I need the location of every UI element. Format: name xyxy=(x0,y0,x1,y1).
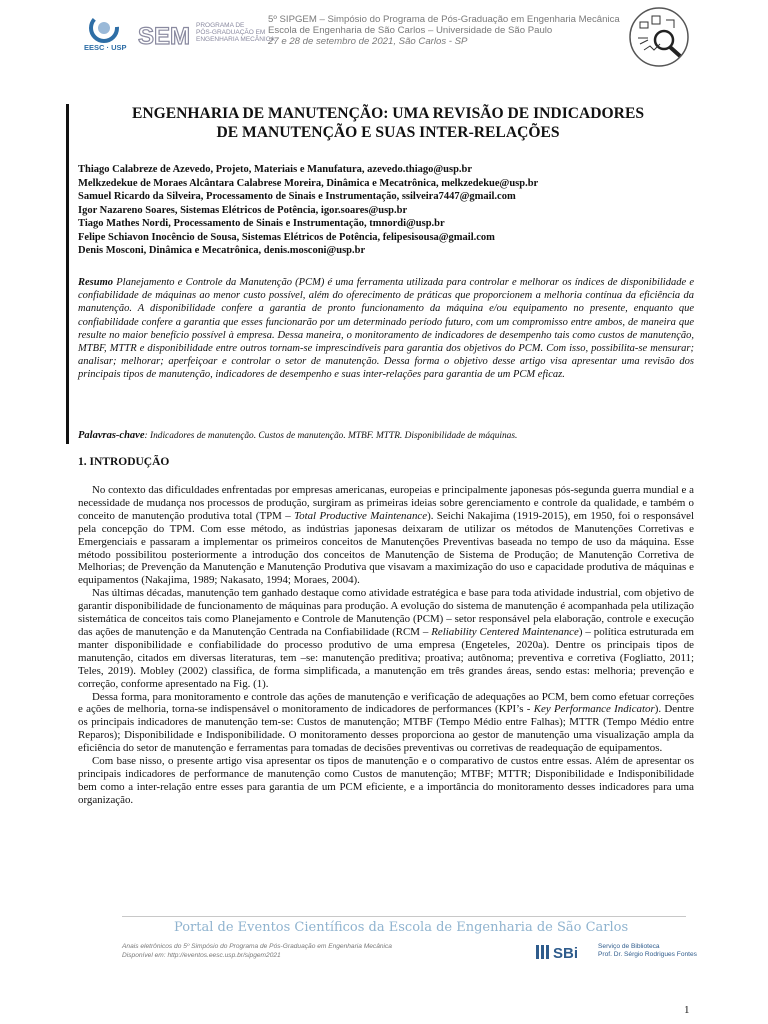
sbi-logo-text: SBi xyxy=(553,945,579,962)
title-accent-bar xyxy=(66,104,69,444)
sem-line: ENGENHARIA MECÂNICA xyxy=(196,36,275,43)
author-entry: Tiago Mathes Nordi, Processamento de Sinais e Instrumentação, tmnordi@usp.br xyxy=(78,218,445,229)
keywords xyxy=(78,429,694,443)
library-label xyxy=(598,943,697,960)
conference-info xyxy=(268,14,620,47)
library-director: Prof. Dr. Sérgio Rodrigues Fontes xyxy=(598,951,697,959)
abstract xyxy=(78,276,694,382)
author-entry: Samuel Ricardo da Silveira, Processamento de Sinais e Instrumentação, ssilveira7447@gmail.com xyxy=(78,191,516,202)
text-run: ). Seichi Nakajima (1919-2015), em 1950, foi o responsável pela concepção do TPM. Com esse método, as indústrias japonesas deixaram de utilizar os métodos de Manutenções Corretivas e Emergenciais e passaram a implementar os primeiros conceitos de Manutenções Preventivas baseada no tempo de uso da máquina. Esse método possibilitou posteriormente a introdução dos conceitos de Manutenção de Sistema de Produção; de Manutenção Corretiva de Melhorias; de Prevenção da Manutenção e Manutenção Produtiva que visavam a maximização do uso e capacidade produtiva de máquinas e equipamentos (Nakajima, 1989; Nakasato, 1994; Moraes, 2004). xyxy=(78,509,694,587)
abstract-label: Resumo xyxy=(78,277,114,288)
author-list xyxy=(78,163,698,258)
text-emphasis: Reliability Centered Maintenance xyxy=(431,625,579,638)
text-run: Dessa forma, para monitoramento e controle das ações de manutenção e verificação de adequações ao PCM, bem como efetuar correções e ações de melhoria, torna-se indispensável o monitoramento de indicadores de performances (KPI’s - xyxy=(78,690,694,716)
logo-eesc-text: EESC · USP xyxy=(84,43,127,52)
paragraph xyxy=(78,691,694,756)
portal-title: Portal de Eventos Científicos da Escola de Engenharia de São Carlos xyxy=(174,920,629,935)
logo-sem-text: SEM xyxy=(138,23,191,50)
title-line: DE MANUTENÇÃO E SUAS INTER-RELAÇÕES xyxy=(216,124,560,141)
text-run: Nas últimas décadas, manutenção tem ganhado destaque como atividade estratégica e base para toda atividade industrial, com objetivo de garantir disponibilidade de funcionamento de máquinas para produção. A evolução do sistema de manutenção é acompanhada pela utilização sistemática de conceitos tais como Planejamento e Controle de Manutenção (PCM) – setor responsável pela elaboração, controle e execução das ações de manutenção e da Manutenção Centrada na Confiabilidade (RCM – xyxy=(78,587,694,638)
author-entry: Felipe Schiavon Inocêncio de Sousa, Sistemas Elétricos de Potência, felipesisousa@gmail.com xyxy=(78,231,495,243)
text-run: No contexto das dificuldades enfrentadas por empresas americanas, europeias e principalmente japonesas pós-segunda guerra mundial e a necessidade de mudança nos processos de produção, surgiram as primeiras ideias sobre gerenciamento e controle da qualidade, e também o conceito de manutenção produtiva total (TPM – xyxy=(78,484,694,522)
sem-logo xyxy=(136,16,196,52)
proceedings-url: Disponível em: http://eventos.eesc.usp.br/sipgem2021 xyxy=(122,952,281,959)
author-entry: Igor Nazareno Soares, Sistemas Elétricos de Potência, igor.soares@usp.br xyxy=(78,204,408,216)
library-name: Serviço de Biblioteca xyxy=(598,943,660,950)
eesc-usp-logo xyxy=(82,12,130,52)
conference-date: 27 e 28 de setembro de 2021, São Carlos - SP xyxy=(268,36,468,47)
paragraph xyxy=(78,484,694,587)
sem-line: PROGRAMA DE xyxy=(196,22,245,29)
sem-program-label xyxy=(196,22,275,43)
title-line: ENGENHARIA DE MANUTENÇÃO: UMA REVISÃO DE INDICADORES xyxy=(131,105,645,122)
abstract-text: Planejamento e Controle da Manutenção (PCM) é uma ferramenta utilizada para controlar e melhorar os índices de disponibilidade e confiabilidade de máquinas ao menor custo possível, além do oferecimento de práticas que proporcionem a melhoria contínua da eficiência da manutenção. A disponibilidade confere a garantia de pronto funcionamento da máquina e/ou equipamento no presente, enquanto que confiabilidade confere a garantia que esses funcionarão por um determinado período futuro, com um compromisso entre ambos, de maneira que resulte no maior benefício possível à empresa. Dessa maneira, o monitoramento de indicadores de desempenho tais como custos de manutenção, MTBF, MTTR e disponibilidade entre outros tornam-se imprescindíveis para garantia dos objetivos do PCM. Com isso, possibilita-se mensurar; analisar; melhorar; aperfeiçoar e controlar o setor de manutenção. Dessa forma o objetivo desse artigo visa apresentar uma revisão dos principais tipos de manutenção, indicadores de desempenho e suas inter-relações para garantia de um PCM eficaz. xyxy=(78,277,694,381)
paper-title xyxy=(78,104,698,142)
research-magnifier-icon xyxy=(626,6,692,68)
text-emphasis: Key Performance Indicator xyxy=(533,703,655,716)
paragraph: Com base nisso, o presente artigo visa apresentar os tipos de manutenção e o comparativo de custos entre essas. Além de apresentar os principais indicadores de performance de manutenção como Custos de manutenção; MTBF; MTTR; Disponibilidade e Indisponibilidade bem como a inter-relação entre esses para garantia de um PCM eficiente, e a importância do monitoramento desses indicadores para uma organização. xyxy=(78,755,694,806)
conference-venue: Escola de Engenharia de São Carlos – Universidade de São Paulo xyxy=(268,25,553,36)
footer-divider xyxy=(122,916,686,917)
page-header xyxy=(0,0,768,70)
conference-name: 5º SIPGEM – Simpósio do Programa de Pós-Graduação em Engenharia Mecânica xyxy=(268,14,620,25)
text-run: ) – política estruturada em manter disponibilidade e confiabilidade do processo produtivo de uma empresa (Engeteles, 2020a). Dentre os principais tipos de manutenção, citados em diversas literaturas, tem –se: manutenção preditiva; proativa; autônoma; preventiva e corretiva (Fogliatto, 2011; Teles, 2019). Mobley (2002) classifica, de forma simplificada, a manutenção em três grandes áreas, sendo estas: melhoria; prevenção e correção, conforme apresentado na Fig. (1). xyxy=(78,625,694,690)
text-emphasis: Total Productive Maintenance xyxy=(294,509,428,522)
body-text xyxy=(78,484,694,807)
proceedings-line: Anais eletrônicos do 5º Simpósio do Programa de Pós-Graduação em Engenharia Mecânica xyxy=(122,943,392,950)
keywords-label: Palavras-chave xyxy=(78,430,145,441)
author-entry: Melkzedekue de Moraes Alcântara Calabrese Moreira, Dinâmica e Mecatrônica, melkzedekue@usp.br xyxy=(78,177,539,189)
proceedings-info xyxy=(122,942,392,960)
paragraph xyxy=(78,587,694,690)
text-run: ). Dentre os principais indicadores de manutenção tem-se: Custos de manutenção; MTBF (Tempo Médio entre Falhas); MTTR (Tempo Médio entre Reparos); Disponibilidade e Indisponibilidade. O monitoramento desses proporciona ao gestor de manutenção uma visualização ampla da eficiência do setor de manutenção e ferramentas para tomadas de decisões preventivas ou corretivas de readequação de equipamentos. xyxy=(78,703,695,755)
sem-line: PÓS-GRADUAÇÃO EM xyxy=(196,29,266,36)
sbi-logo xyxy=(534,942,598,962)
author-entry: Denis Mosconi, Dinâmica e Mecatrônica, denis.mosconi@usp.br xyxy=(78,245,366,256)
keywords-text: : Indicadores de manutenção. Custos de manutenção. MTBF. MTTR. Disponibilidade de máquinas. xyxy=(144,431,518,441)
page-number: 1 xyxy=(684,1004,690,1016)
section-heading: 1. INTRODUÇÃO xyxy=(78,456,170,468)
author-entry: Thiago Calabreze de Azevedo, Projeto, Materiais e Manufatura, azevedo.thiago@usp.br xyxy=(78,164,473,175)
